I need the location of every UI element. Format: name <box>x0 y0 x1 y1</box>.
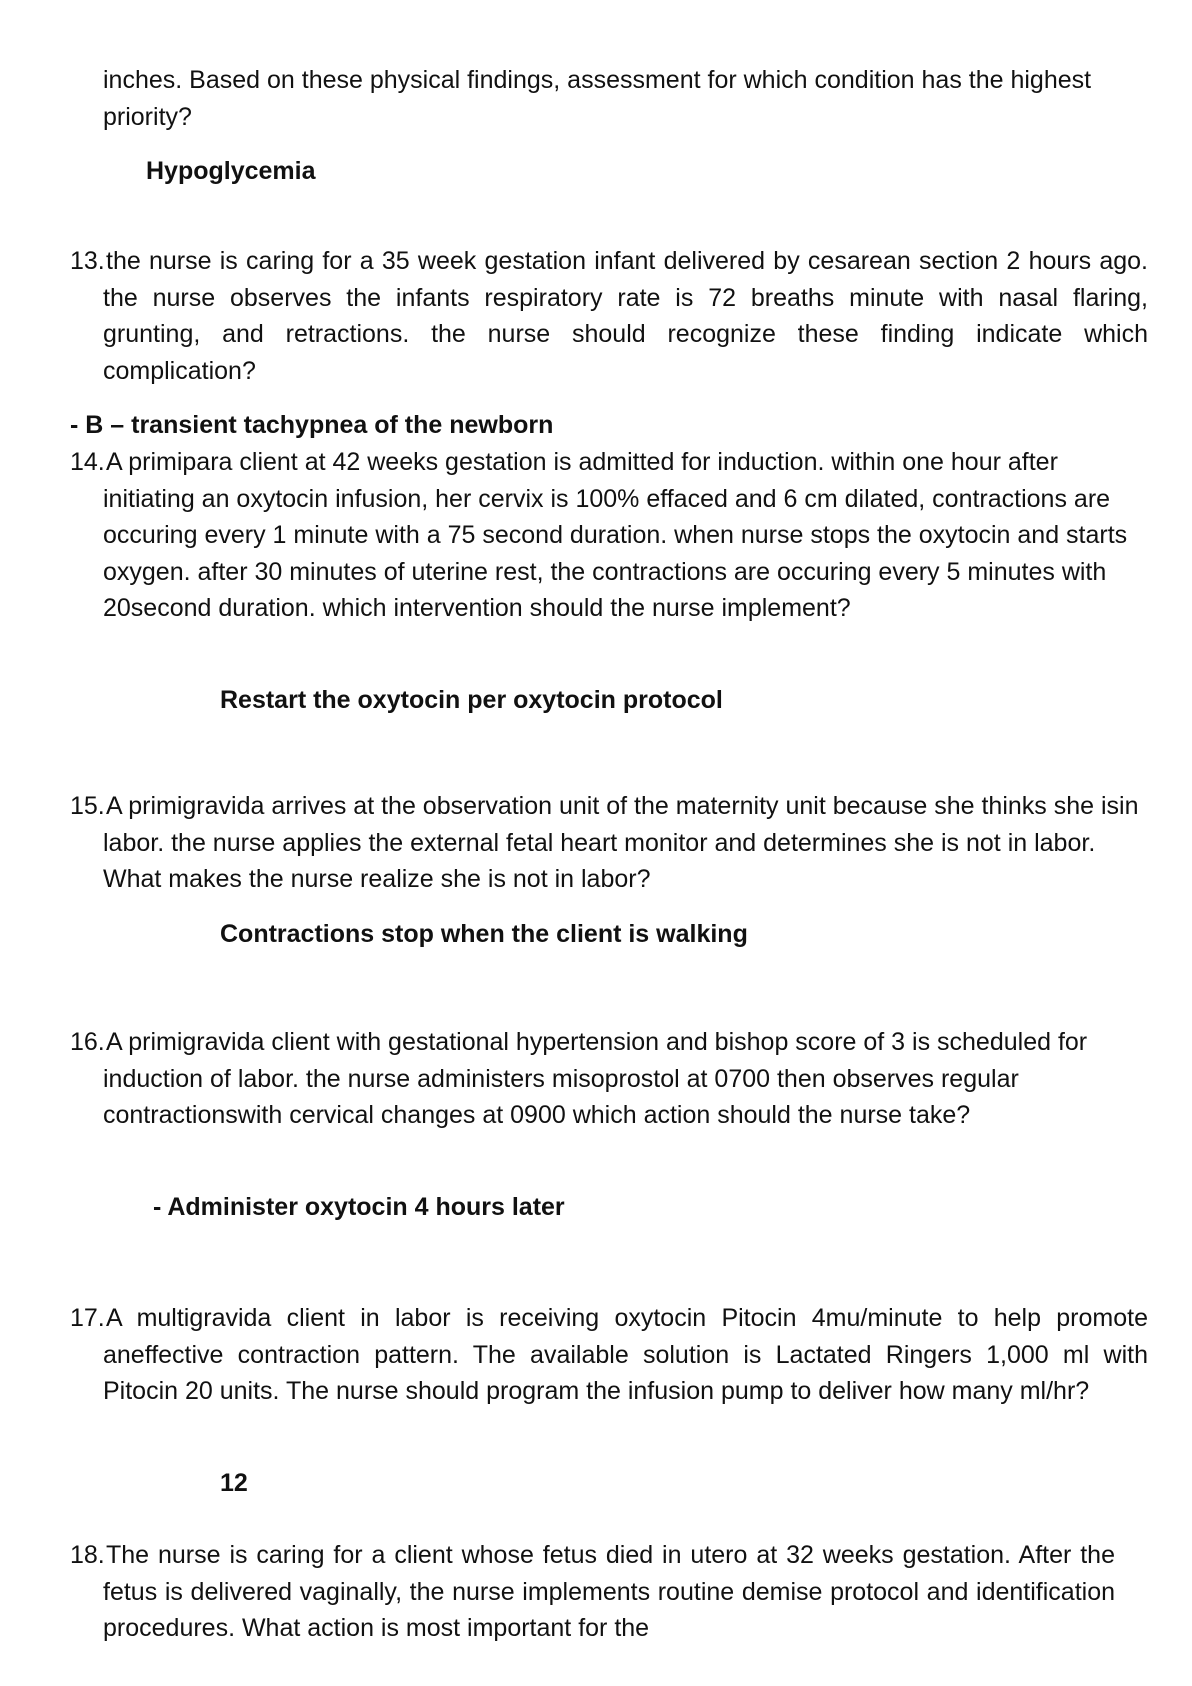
question-13 <box>70 243 1148 389</box>
question-number: 16. <box>70 1028 105 1056</box>
question-number: 17. <box>70 1304 105 1332</box>
answer-16: - Administer oxytocin 4 hours later <box>153 1193 565 1221</box>
answer-13: - B – transient tachypnea of the newborn <box>70 411 554 439</box>
question-16 <box>70 1024 1148 1134</box>
question-number: 15. <box>70 792 105 820</box>
question-17 <box>70 1300 1148 1410</box>
continued-question-text: inches. Based on these physical findings, assessment for which condition has the highest priority? <box>103 66 1092 131</box>
answer-14: Restart the oxytocin per oxytocin protocol <box>220 686 723 714</box>
question-number: 18. <box>70 1541 105 1569</box>
answer-15: Contractions stop when the client is walking <box>220 920 748 948</box>
question-text: the nurse is caring for a 35 week gestation infant delivered by cesarean section 2 hours ago. the nurse observes the infants respiratory rate is 72 breaths minute with nasal flaring, grunting, and retractions. the nurse should recognize these finding indicate which complication? <box>103 247 1148 385</box>
question-text: A primipara client at 42 weeks gestation is admitted for induction. within one hour after initiating an oxytocin infusion, her cervix is 100% effaced and 6 cm dilated, contractions are occuring every 1 minute with a 75 second duration. when nurse stops the oxytocin and starts oxygen. after 30 minutes of uterine rest, the contractions are occuring every 5 minutes with 20second duration. which intervention should the nurse implement? <box>103 448 1128 622</box>
question-14 <box>70 444 1148 627</box>
question-text: A multigravida client in labor is receiving oxytocin Pitocin 4mu/minute to help promote aneffective contraction pattern. The available solution is Lactated Ringers 1,000 ml with Pitocin 20 units. The nurse should program the infusion pump to deliver how many ml/hr? <box>103 1304 1148 1405</box>
question-number: 13. <box>70 247 105 275</box>
question-text: A primigravida arrives at the observation unit of the maternity unit because she thinks she isin labor. the nurse applies the external fetal heart monitor and determines she is not in labor. What makes the nurse realize she is not in labor? <box>103 792 1139 893</box>
answer-17: 12 <box>220 1469 248 1497</box>
question-text: A primigravida client with gestational hypertension and bishop score of 3 is scheduled for induction of labor. the nurse administers misoprostol at 0700 then observes regular contractionswith cervical changes at 0900 which action should the nurse take? <box>103 1028 1088 1129</box>
question-text: The nurse is caring for a client whose fetus died in utero at 32 weeks gestation. After the fetus is delivered vaginally, the nurse implements routine demise protocol and identification procedures. What action is most important for the <box>103 1541 1115 1642</box>
answer-12: Hypoglycemia <box>146 157 316 185</box>
question-number: 14. <box>70 448 105 476</box>
question-18 <box>70 1537 1115 1647</box>
question-15 <box>70 788 1148 898</box>
